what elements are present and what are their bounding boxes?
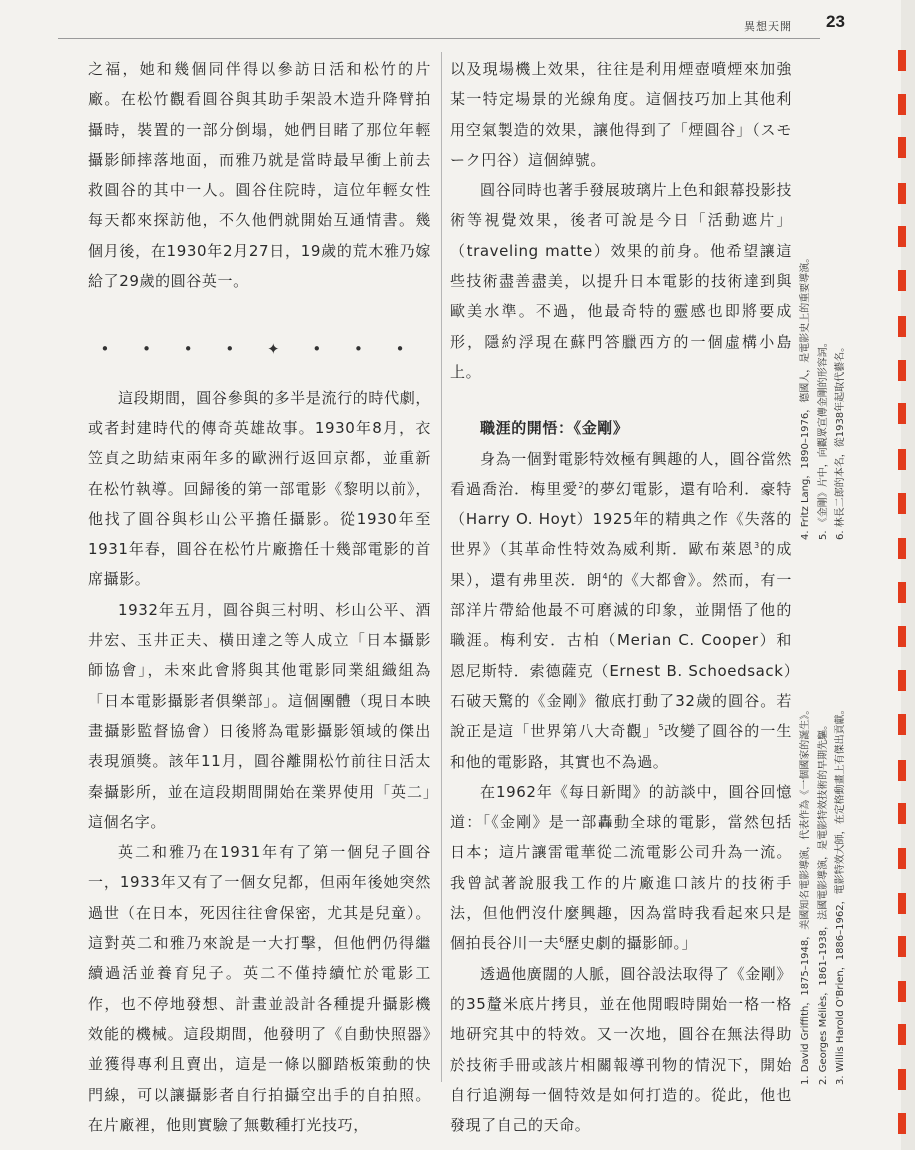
footnote-marker: 4 bbox=[602, 571, 608, 581]
footnote-marker: 6 bbox=[559, 935, 565, 945]
edge-tabs bbox=[898, 0, 908, 1150]
right-column bbox=[450, 54, 792, 1140]
paragraph: 以及現場機上效果，往往是利用煙壺噴煙來加強某一特定場景的光線角度。這個技巧加上其他利用空氣製造的效果，讓他得到了「煙圓谷」（スモーク円谷）這個綽號。 bbox=[450, 60, 792, 169]
section-separator: • • • • ✦ • • • bbox=[100, 340, 419, 359]
edge-tab-mark bbox=[898, 893, 906, 914]
left-column bbox=[88, 54, 431, 1140]
edge-tab-mark bbox=[898, 714, 906, 735]
edge-tab-mark bbox=[898, 1024, 906, 1045]
footnote: 2. Georges Méliès，1861–1938，法國電影導演，是電影特效技術的早期先驅。 bbox=[817, 719, 829, 1085]
edge-tab-mark bbox=[898, 183, 906, 204]
edge-tab-mark bbox=[898, 403, 906, 424]
paragraph: 之福，她和幾個同伴得以參訪日活和松竹的片廠。在松竹觀看圓谷與其助手架設木造升降臂拍攝時，裝置的一部分倒塌，她們目睹了那位年輕攝影師摔落地面，而雅乃就是當時最早衝上前去救圓谷的其中一人。圓谷住院時，這位年輕女性每天都來探訪他，不久他們就開始互通情書。幾個月後，在1930年2月27日，19歲的荒木雅乃嫁給了29歲的圓谷英一。 bbox=[88, 60, 431, 291]
edge-tab-mark bbox=[898, 670, 906, 691]
paragraph: 透過他廣闊的人脈，圓谷設法取得了《金剛》的35釐米底片拷貝，並在他閒暇時開始一格一格地研究其中的特效。又一次地，圓谷在無法得助於技術手冊或該片相關報導刊物的情況下，開始自行追溯每一個特效是如何打造的。從此，他也發現了自己的天命。 bbox=[450, 964, 793, 1135]
edge-tab-mark bbox=[898, 316, 906, 337]
section-heading: 職涯的開悟：《金剛》 bbox=[480, 419, 629, 438]
edge-tab-mark bbox=[898, 760, 906, 781]
running-header: 異想天開 bbox=[744, 20, 792, 33]
edge-tab-mark bbox=[898, 94, 906, 115]
edge-tab-mark bbox=[898, 360, 906, 381]
edge-tab-mark bbox=[898, 626, 906, 647]
paragraph: 身為一個對電影特效極有興趣的人，圓谷當然看過喬治．梅里愛$^2$的夢幻電影，還有哈利．豪特（Harry O. Hoyt）1925年的精典之作《失落的世界》（其革命性特效為威利斯．歐布萊恩$^3$的成果），還有弗里茨．朗$^4$的《大都會》。然而，有一部洋片帶給他最不可磨滅的印象，並開悟了他的職涯。梅利安．古柏（Merian C. Cooper）和恩尼斯特．索德薩克（Ernest B. Schoedsack）石破天驚的《金剛》徹底打動了32歲的圓谷。若說正是這「世界第八大奇觀」$^5$改變了圓谷的一生和他的電影路，其實也不為過。 bbox=[450, 449, 793, 771]
paragraph: 英二和雅乃在1931年有了第一個兒子圓谷一，1933年又有了一個女兒都，但兩年後她突然過世（在日本，死因往往會保密，尤其是兒童）。這對英二和雅乃來說是一大打擊，但他們仍得繼續過活並養育兒子。英二不僅持續忙於電影工作，也不停地發想、計畫並設計各種提升攝影機效能的機械。這段期間，他發明了《自動快照器》並獲得專利且賣出，這是一條以腳踏板策動的快門線，可以讓攝影者自行拍攝空出手的自拍照。在片廠裡，他則實驗了無數種打光技巧， bbox=[88, 843, 431, 1134]
edge-tab-mark bbox=[898, 449, 906, 470]
footnote: 5. 《金剛》片中，向觀眾宣傳金剛的形容詞。 bbox=[817, 337, 829, 540]
footnotes-group bbox=[797, 665, 850, 1085]
edge-tab-mark bbox=[898, 137, 906, 158]
header-rule bbox=[58, 38, 820, 39]
edge-tab-mark bbox=[898, 538, 906, 559]
page-number: 23 bbox=[826, 12, 845, 31]
footnote-marker: 2 bbox=[578, 480, 584, 490]
edge-tab-mark bbox=[898, 981, 906, 1002]
footnote: 3. Willis Harold O'Brien，1886–1962，電影特效大師，在定格動畫上有傑出貢獻。 bbox=[835, 704, 846, 1085]
paragraph: 在1962年《每日新聞》的訪談中，圓谷回憶道：「《金剛》是一部轟動全球的電影，當然包括日本；這片讓雷電華從二流電影公司升為一流。我曾試著說服我工作的片廠進口該片的技術手法，但他們沒什麼興趣，因為當時我看起來只是個拍長谷川一夫$^6$歷史劇的攝影師。」 bbox=[450, 782, 792, 953]
edge-tab-mark bbox=[898, 493, 906, 514]
edge-tab-mark bbox=[898, 226, 906, 247]
footnotes bbox=[797, 215, 901, 1085]
edge-tab-mark bbox=[898, 582, 906, 603]
column-divider bbox=[441, 52, 442, 1082]
footnotes-group bbox=[797, 120, 850, 540]
edge-tab-mark bbox=[898, 1113, 906, 1134]
edge-tab-mark bbox=[898, 270, 906, 291]
edge-tab-mark bbox=[898, 50, 906, 71]
footnote-marker: 5 bbox=[658, 723, 664, 733]
edge-tab-mark bbox=[898, 1069, 906, 1090]
footnote: 1. David Griffith，1875–1948，美國知名電影導演，代表作為《一個國家的誕生》。 bbox=[800, 704, 811, 1085]
footnote: 6. 林長二郎的本名，從1938年起取代藝名。 bbox=[835, 341, 846, 540]
paragraph: 這段期間，圓谷參與的多半是流行的時代劇，或者封建時代的傳奇英雄故事。1930年8月，衣笠貞之助結束兩年多的歐洲行返回京都，並重新在松竹執導。回歸後的第一部電影《黎明以前》，他找了圓谷與杉山公平擔任攝影。從1930年至1931年春，圓谷在松竹片廠擔任十幾部電影的首席攝影。 bbox=[88, 388, 431, 589]
footnote-marker: 3 bbox=[754, 541, 760, 551]
footnote: 4. Fritz Lang，1890–1976，德國人，是電影史上的重要導演。 bbox=[800, 252, 811, 540]
edge-tab-mark bbox=[898, 936, 906, 957]
edge-tab-mark bbox=[898, 803, 906, 824]
edge-tab-mark bbox=[898, 848, 906, 869]
paragraph: 圓谷同時也著手發展玻璃片上色和銀幕投影技術等視覺效果，後者可說是今日「活動遮片」（traveling matte）效果的前身。他希望讓這些技術盡善盡美，以提升日本電影的技術達到與歐美水準。不過，他最奇特的靈感也即將要成形，隱約浮現在蘇門答臘西方的一個虛構小島上。 bbox=[450, 181, 793, 381]
paragraph: 1932年五月，圓谷與三村明、杉山公平、酒井宏、玉井正夫、橫田達之等人成立「日本攝影師協會」，未來此會將與其他電影同業組織組為「日本電影攝影者俱樂部」。這個團體（現日本映畫攝影監督協會）日後將為電影攝影領域的傑出表現頒獎。該年11月，圓谷離開松竹前往日活太秦攝影所，並在這段期間開始在業界使用「英二」這個名字。 bbox=[88, 600, 431, 831]
